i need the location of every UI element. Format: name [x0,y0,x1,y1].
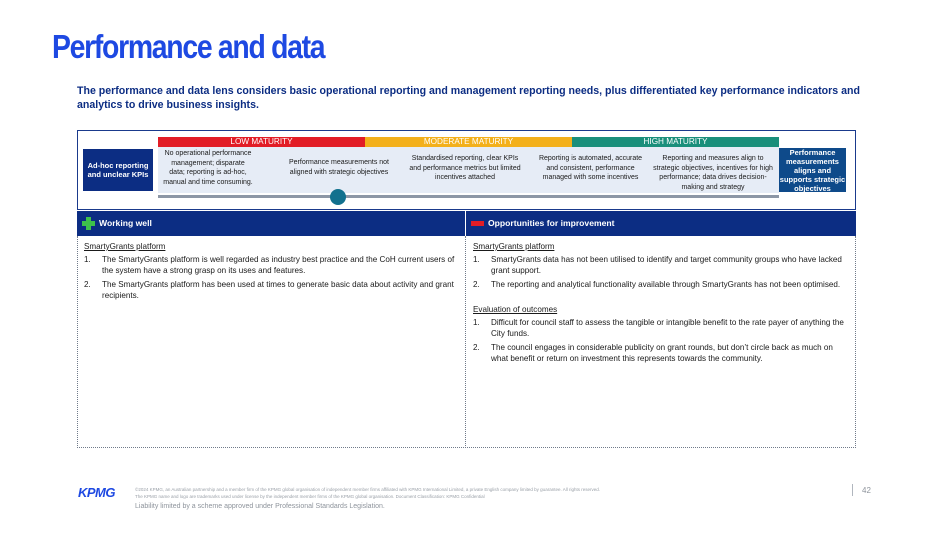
legal-line-2: The KPMG name and logo are trademarks used under license by the independent member firms of the KPMG global organisation. Document Classification: KPMG Confidential [135,494,485,499]
maturity-stage-1: No operational performance management; disparate data; reporting is ad-hoc, manual and time consuming. [163,150,253,186]
working-well-section-title: SmartyGrants platform [84,242,166,251]
maturity-stage-4: Reporting is automated, accurate and consistent, performance managed with some incentives [538,155,643,181]
page-title: Performance and data [52,28,325,65]
list-item-text: Difficult for council staff to assess the tangible or intangible benefit to the rate payer of anything the City funds. [491,318,844,338]
maturity-position-marker [330,189,346,205]
liability-note: Liability limited by a scheme approved under Professional Standards Legislation. [135,503,385,510]
page-number-divider [852,484,853,496]
high-maturity-band: HIGH MATURITY [572,137,779,147]
maturity-stage-3: Standardised reporting, clear KPIs and performance metrics but limited incentives attached [409,155,521,181]
kpmg-logo: KPMG [78,485,115,500]
list-item [84,255,462,276]
opportunities-header [466,211,856,236]
plus-icon [82,217,95,230]
list-item-text: The SmartyGrants platform is well regarded as industry best practice and the CoH current users of the system have a strong grasp on its uses and features. [102,255,455,275]
maturity-end-label: Performance measurements aligns and supports strategic objectives [779,147,846,193]
list-item-number: 1. [84,255,91,264]
legal-line-1: ©2024 KPMG, an Australian partnership and a member firm of the KPMG global organisation of independent member firms affiliated with KPMG International Limited, a private English company limited by guarantee. All rights reserved. [135,487,600,492]
list-item [473,255,851,276]
list-item-text: The reporting and analytical functionality available through SmartyGrants has not been optimised. [491,280,841,289]
low-maturity-band: LOW MATURITY [158,137,365,147]
list-item [84,280,462,301]
list-item [473,318,851,339]
opportunities-section-title-1: SmartyGrants platform [473,242,555,251]
list-item-text: SmartyGrants data has not been utilised to identify and target community groups who have lacked grant support. [491,255,842,275]
list-item-number: 1. [473,255,480,264]
list-item-number: 2. [84,280,91,289]
list-item [473,280,851,291]
list-item-number: 1. [473,318,480,327]
moderate-maturity-band: MODERATE MATURITY [365,137,572,147]
working-well-heading: Working well [99,218,152,228]
maturity-stage-5: Reporting and measures align to strategic objectives, incentives for high performance; data drives decision-making and strategy [653,155,773,191]
maturity-start-label: Ad-hoc reporting and unclear KPIs [83,149,153,191]
legal-notice [135,486,775,500]
page-subtitle: The performance and data lens considers basic operational reporting and management reporting needs, plus differentiated key performance indicators and analytics to drive business insights. [77,85,860,111]
page-number: 42 [862,486,871,495]
maturity-scale-line [158,195,779,198]
list-item-text: The council engages in considerable publicity on grant rounds, but don’t circle back as much on what benefit or return on investment this represents towards the community. [491,343,833,363]
list-item-number: 2. [473,280,480,289]
minus-icon [471,221,484,226]
maturity-stage-2: Performance measurements not aligned with strategic objectives [289,159,389,176]
list-item [473,343,851,364]
opportunities-heading: Opportunities for improvement [488,218,615,228]
opportunities-section-title-2: Evaluation of outcomes [473,305,558,314]
list-item-number: 2. [473,343,480,352]
working-well-header [77,211,465,236]
list-item-text: The SmartyGrants platform has been used at times to generate basic data about activity and grant recipients. [102,280,454,300]
